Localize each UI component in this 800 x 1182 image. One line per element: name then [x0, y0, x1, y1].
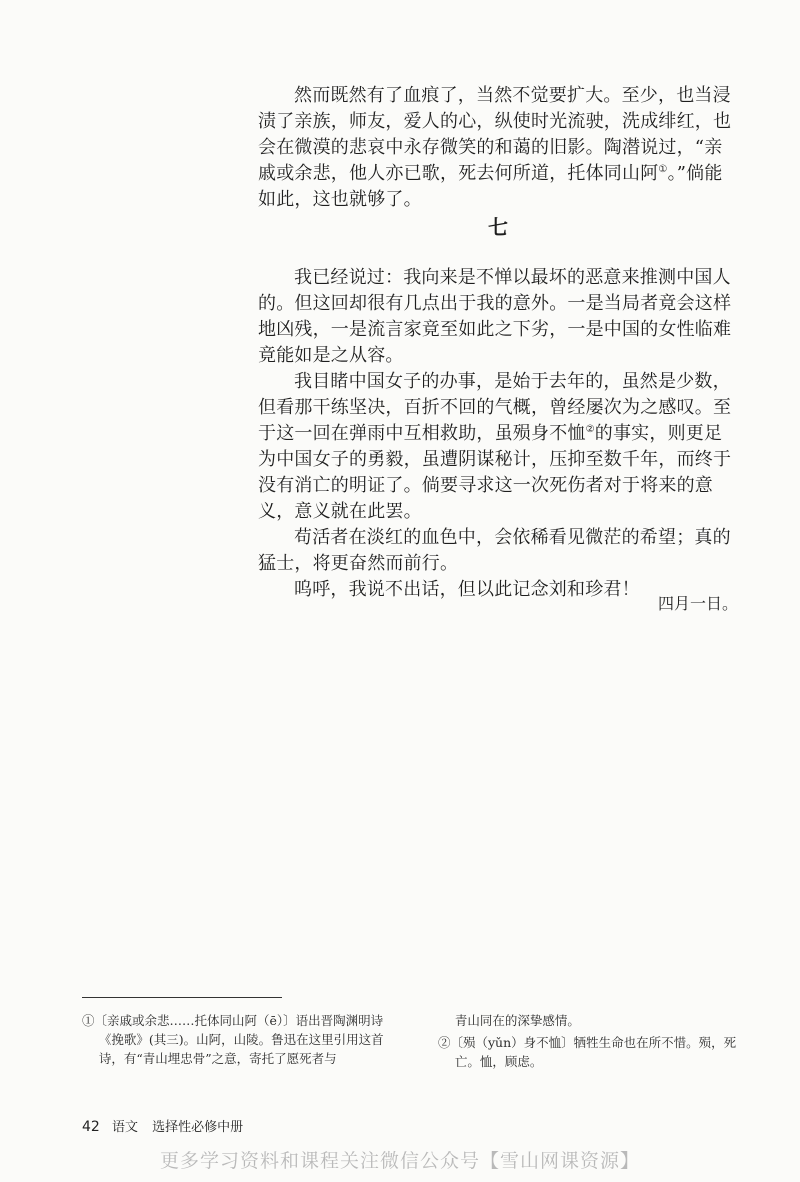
paragraph-2: 我目睹中国女子的办事，是始于去年的，虽然是少数，但看那干练坚决，百折不回的气概，曾经屡次为之感叹。至于这一回在弹雨中互相救助，虽殒身不恤②的事实，则更足为中国女子的勇毅，虽遭阴谋秘计，压抑至数千年，而终于没有消亡的明证了。倘要寻求这一次死伤者对于将来的意义，意义就在此罢。 — [258, 371, 732, 522]
footnote-ref-2[interactable]: ② — [585, 424, 595, 435]
footnote-ref-1[interactable]: ① — [658, 164, 668, 175]
section-title: 七 — [488, 215, 508, 239]
footnote-divider — [82, 997, 282, 998]
paragraph-blood-traces: 然而既然有了血痕了，当然不觉要扩大。至少，也当浸渍了亲族，师友，爱人的心，纵使时光流驶，洗成绯红，也会在微漠的悲哀中永存微笑的和蔼的旧影。陶潜说过，“亲戚或余悲，他人亦已歌，死去何所道，托体同山阿①。”倘能如此，这也就够了。 — [258, 85, 732, 210]
watermark-text: 更多学习资料和课程关注微信公众号【雪山网课资源】 — [159, 1150, 640, 1172]
footnote-1: ①〔亲戚或余悲……托体同山阿（ē）〕语出晋陶渊明诗《挽歌》(其三)。山阿，山陵。鲁迅在这里引用这首诗，有“青山埋忠骨”之意，寄托了愿死者与 — [82, 1013, 384, 1066]
paragraph-1: 我已经说过：我向来是不惮以最坏的恶意来推测中国人的。但这回却很有几点出于我的意外。一是当局者竟会这样地凶残，一是流言家竟至如此之下劣，一是中国的女性临难竟能如是之从容。 — [258, 267, 732, 366]
subject-name: 语文 — [111, 1120, 138, 1135]
footnotes-right-column — [438, 1011, 738, 1074]
paragraph-4: 呜呼，我说不出话，但以此记念刘和珍君！ — [294, 579, 640, 600]
upper-text-block — [258, 83, 738, 213]
volume-name: 选择性必修中册 — [152, 1120, 244, 1135]
footnote-1-continued: 青山同在的深挚感情。 — [454, 1013, 580, 1028]
page-number: 42 — [82, 1119, 100, 1135]
date-line: 四月一日。 — [657, 594, 738, 613]
footnote-2: ②〔殒（yǔn）身不恤〕牺牲生命也在所不惜。殒，死亡。恤，顾虑。 — [438, 1035, 737, 1069]
footnotes-left-column — [82, 1011, 392, 1071]
section-seven-text-block — [258, 265, 738, 603]
page-folio — [82, 1118, 243, 1137]
paragraph-3: 苟活者在淡红的血色中，会依稀看见微茫的希望；真的猛士，将更奋然而前行。 — [258, 527, 731, 574]
